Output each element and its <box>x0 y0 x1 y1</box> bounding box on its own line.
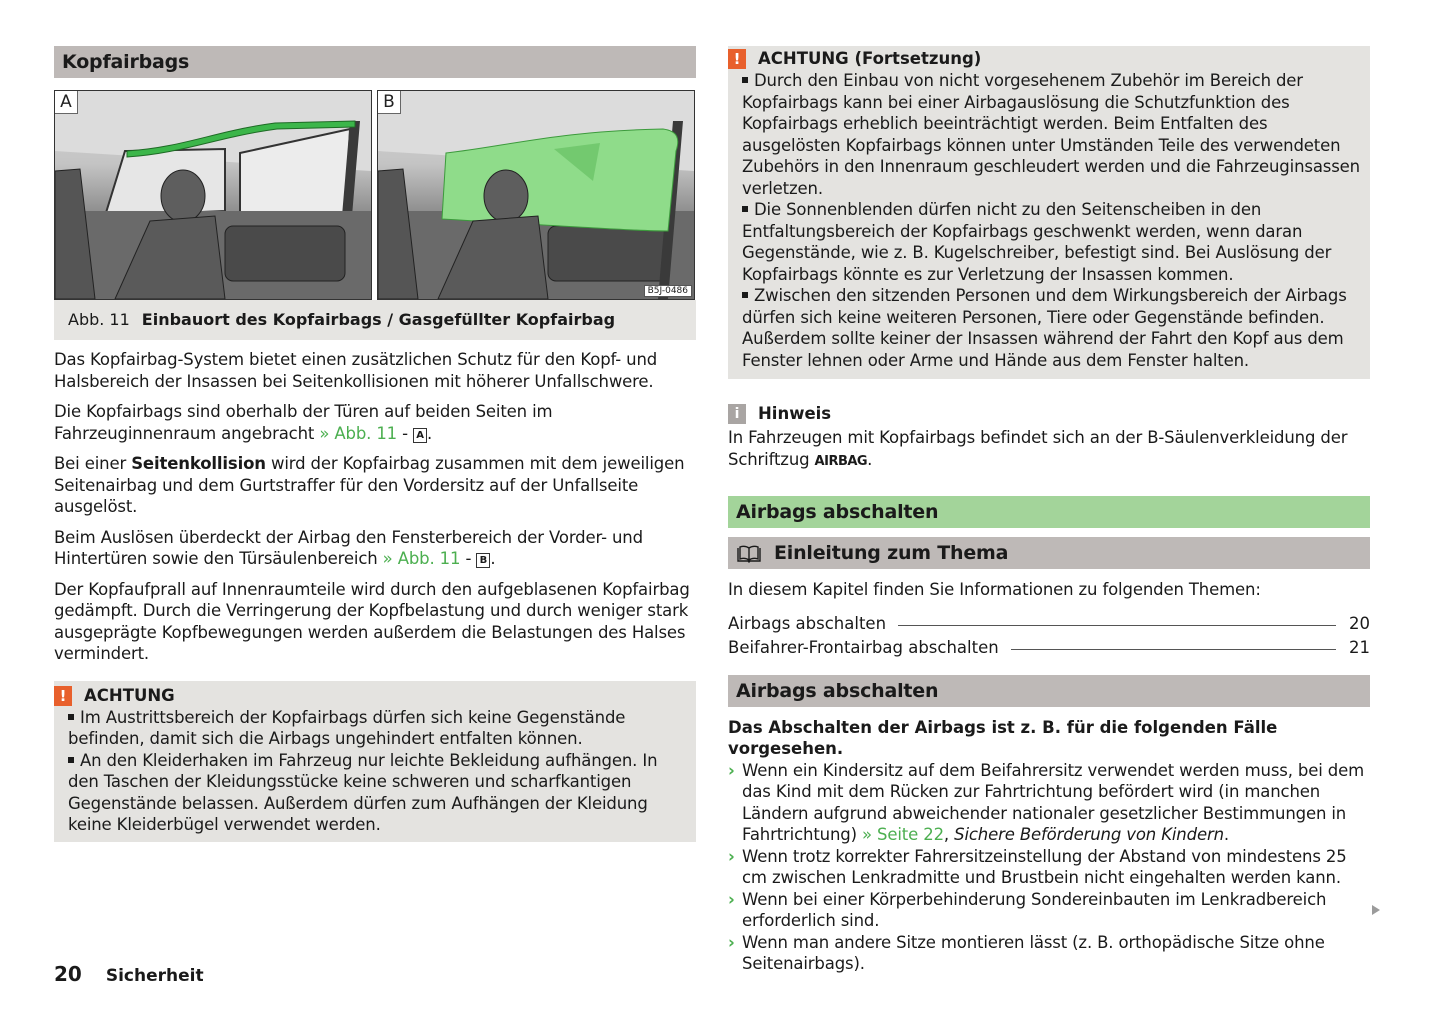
toc-label: Airbags abschalten <box>728 613 887 633</box>
footer-section: Sicherheit <box>105 966 204 986</box>
page-link[interactable]: » Seite 22 <box>862 825 944 844</box>
figure-link-b[interactable]: » Abb. 11 <box>382 549 461 568</box>
square-bullet-icon <box>68 714 74 720</box>
car-interior-illustration-a <box>55 91 371 299</box>
case-list <box>728 760 1370 975</box>
chevron-right-icon: › <box>728 846 735 866</box>
separator: - <box>397 423 414 443</box>
square-bullet-icon <box>742 77 748 83</box>
warning-body <box>54 707 696 836</box>
section-lead: Das Abschalten der Airbags ist z. B. für die folgenden Fälle vorgesehen. <box>728 717 1278 758</box>
warning-item-text: Im Austrittsbereich der Kopfairbags dürfen sich keine Gegenstände befinden, damit sich die Airbags ungehindert entfalten können. <box>68 707 626 748</box>
period: . <box>1223 825 1229 844</box>
toc-entry[interactable] <box>728 633 1370 657</box>
note-body: In Fahrzeugen mit Kopfairbags befindet sich an der B-Säulenverkleidung der Schriftzug <box>728 428 1348 469</box>
intro-text: In diesem Kapitel finden Sie Informationen zu folgenden Themen: <box>728 580 1261 599</box>
chevron-right-icon: › <box>728 889 735 909</box>
reference-title: Sichere Beförderung von Kindern <box>954 825 1224 844</box>
warning-item-text: An den Kleiderhaken im Fahrzeug nur leichte Bekleidung aufhängen. In den Taschen der Kleidungsstücke keine schweren und scharfkantigen Gegenstände belassen. Außerdem dürfen zum Aufhängen der Kleidung keine Kleiderbügel verwendet werden. <box>68 750 658 834</box>
chevron-right-icon: › <box>728 932 735 952</box>
warning-item <box>68 750 686 836</box>
paragraph-1: Das Kopfairbag-System bietet einen zusätzlichen Schutz für den Kopf- und Halsbereich der Insassen bei Seitenkollisionen mit höherer Unfallschwere. <box>54 350 658 391</box>
figure-panel-a <box>54 90 372 300</box>
case-item-text: Wenn bei einer Körperbehinderung Sondereinbauten im Lenkradbereich erforderlich sind. <box>742 889 1327 930</box>
note-title: Hinweis <box>758 404 832 423</box>
info-icon: i <box>728 404 746 424</box>
book-icon <box>736 545 762 563</box>
warning-icon: ! <box>728 49 746 69</box>
toc-entry[interactable] <box>728 609 1370 633</box>
warning-item-text: Zwischen den sitzenden Personen und dem Wirkungsbereich der Airbags dürfen sich keine weiteren Personen, Tiere oder Gegenstände befinden. Außerdem sollte keiner der Insassen während der Fahrt den Kopf aus dem Fenster lehnen oder Arme und Hände aus dem Fenster halten. <box>742 286 1347 370</box>
intro-title: Einleitung zum Thema <box>774 542 1009 564</box>
paragraph-5: Der Kopfaufprall auf Innenraumteile wird durch den aufgeblasenen Kopfairbag gedämpft. Durch die Verringerung der Kopfbelastung und durch weniger stark ausgeprägte Kopfbewegungen werden außerdem die Belastungen des Halses vermindert. <box>54 579 690 663</box>
panel-label-b: B <box>378 91 401 114</box>
panel-ref-b: B <box>476 553 490 568</box>
case-item <box>728 889 1370 932</box>
toc-list <box>728 609 1370 657</box>
chapter-header-airbags-abschalten: Airbags abschalten <box>728 496 1370 528</box>
car-interior-illustration-b <box>378 91 694 299</box>
case-item <box>728 760 1370 846</box>
figure-title: Einbauort des Kopfairbags / Gasgefüllter Kopfairbag <box>141 310 616 329</box>
toc-leader <box>898 625 1336 626</box>
warning-item <box>68 707 686 750</box>
bold-term: Seitenkollision <box>131 454 266 473</box>
section-header-kopfairbags: Kopfairbags <box>54 46 696 78</box>
paragraph-text: Bei einer <box>54 454 132 473</box>
right-column <box>728 46 1370 975</box>
toc-label: Beifahrer-Frontairbag abschalten <box>728 637 999 657</box>
case-item-text: Wenn trotz korrekter Fahrersitzeinstellung der Abstand von mindestens 25 cm zwischen Lenkradmitte und Brustbein nicht eingehalten werden kann. <box>742 846 1347 887</box>
paragraph-text: Die Kopfairbags sind oberhalb der Türen auf beiden Seiten im Fahrzeuginnenraum angebracht <box>54 402 553 443</box>
warning-item <box>742 285 1360 371</box>
panel-label-a: A <box>55 91 78 114</box>
paragraph-4 <box>54 527 696 570</box>
case-item-text: Wenn man andere Sitze montieren lässt (z. B. orthopädische Sitze ohne Seitenairbags). <box>742 932 1325 973</box>
panel-ref-a: A <box>413 428 427 443</box>
page-number: 20 <box>54 962 82 986</box>
warning-title-row <box>728 48 1370 70</box>
figure-number: Abb. 11 <box>68 310 130 329</box>
case-item <box>728 932 1370 975</box>
figure-code: B5J-0486 <box>644 285 692 297</box>
toc-leader <box>1011 649 1336 650</box>
warning-item <box>742 199 1360 285</box>
separator: , <box>943 825 955 844</box>
left-column <box>54 46 696 842</box>
case-item <box>728 846 1370 889</box>
warning-body <box>728 70 1370 371</box>
warning-title-row <box>54 685 696 707</box>
paragraph-3 <box>54 453 696 518</box>
period: . <box>427 423 433 443</box>
toc-page: 20 <box>1349 613 1370 633</box>
airbag-marking: AIRBAG <box>814 453 868 469</box>
warning-item-text: Durch den Einbau von nicht vorgesehenem Zubehör im Bereich der Kopfairbags kann bei einer Airbagauslösung die Schutzfunktion des Kopfairbags erheblich beeinträchtigt werden. Beim Entfalten des ausgelösten Kopfairbags können unter Umständen Teile des verwendeten Zubehörs in den Innenraum geschleudert werden und die Fahrzeuginsassen verletzen. <box>742 71 1360 198</box>
warning-box <box>54 681 696 842</box>
period: . <box>490 549 496 568</box>
warning-title: ACHTUNG <box>84 685 175 705</box>
toc-page: 21 <box>1349 637 1370 657</box>
period: . <box>867 449 873 469</box>
square-bullet-icon <box>68 757 74 763</box>
section-header-airbags-abschalten: Airbags abschalten <box>728 675 1370 707</box>
warning-item-text: Die Sonnenblenden dürfen nicht zu den Seitenscheiben in den Entfaltungsbereich der Kopfairbags geschwenkt werden, wenn daran Gegenstände, wie z. B. Kugelschreiber, befestigt sind. Bei Auslösung der Kopfairbags könnte es zur Verletzung der Insassen kommen. <box>742 200 1332 284</box>
warning-continued-box <box>728 46 1370 379</box>
paragraph-text: Beim Auslösen überdeckt der Airbag den Fensterbereich der Vorder- und Hintertüren sowie den Türsäulenbereich <box>54 527 643 568</box>
separator: - <box>460 549 477 568</box>
continue-arrow-icon <box>1372 905 1380 915</box>
figure-panel-b <box>377 90 695 300</box>
figure-11 <box>54 90 696 300</box>
square-bullet-icon <box>742 206 748 212</box>
warning-title: ACHTUNG (Fortsetzung) <box>758 49 982 68</box>
paragraph-2 <box>54 401 696 444</box>
figure-link-a[interactable]: » Abb. 11 <box>319 423 398 443</box>
paragraph-text: wird der Kopfairbag zusammen mit dem jeweiligen Seitenairbag und dem Gurtstraffer für den Vordersitz auf der Unfallseite ausgelöst. <box>54 454 685 516</box>
note-text <box>728 427 1370 472</box>
page-footer <box>54 962 204 986</box>
warning-icon: ! <box>54 686 72 706</box>
warning-item <box>742 70 1360 199</box>
square-bullet-icon <box>742 292 748 298</box>
note-title-row <box>728 403 1370 425</box>
chevron-right-icon: › <box>728 760 735 780</box>
case-item-text: Wenn ein Kindersitz auf dem Beifahrersitz verwendet werden muss, bei dem das Kind mit dem Rücken zur Fahrtrichtung befördert wird (in manchen Ländern aufgrund abweichender nationaler gesetzlicher Bestimmungen in Fahrtrichtung) <box>742 760 1365 844</box>
figure-caption <box>54 300 696 340</box>
intro-header <box>728 537 1370 569</box>
